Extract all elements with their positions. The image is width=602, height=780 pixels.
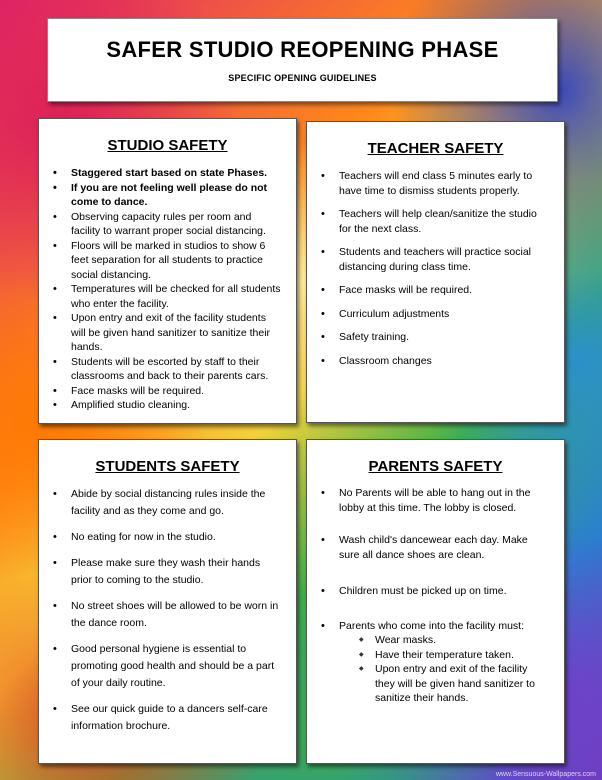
sub-list-item: ◆ Have their temperature taken. — [339, 648, 548, 663]
teacher-safety-card — [306, 121, 565, 423]
teacher-safety-title: TEACHER SAFETY — [367, 140, 504, 157]
list-item: • No Parents will be able to hang out in the lobby at this time. The lobby is closed. — [307, 486, 564, 515]
list-item: • Teachers will end class 5 minutes early to have time to dismiss students properly. — [307, 169, 564, 198]
studio-safety-list — [39, 166, 296, 413]
sub-list-item: ◆ Upon entry and exit of the facility they will be given hand sanitizer to sanitize their hands. — [339, 662, 548, 706]
page-title: SAFER STUDIO REOPENING PHASE — [106, 37, 499, 62]
list-item: • Face masks will be required. — [39, 384, 296, 399]
list-item: • Abide by social distancing rules inside the facility and as they come and go. — [39, 486, 296, 520]
list-item: • Good personal hygiene is essential to promoting good health and should be a part of your daily routine. — [39, 641, 296, 692]
studio-safety-card — [38, 118, 297, 424]
parents-sublist — [339, 633, 548, 706]
list-item: • Curriculum adjustments — [307, 307, 564, 322]
parents-safety-card — [306, 439, 565, 764]
list-item: • Face masks will be required. — [307, 283, 564, 298]
studio-safety-title: STUDIO SAFETY — [107, 137, 228, 154]
list-item: • See our quick guide to a dancers self-care information brochure. — [39, 701, 296, 735]
list-item: • No eating for now in the studio. — [39, 529, 296, 546]
parents-safety-title: PARENTS SAFETY — [368, 458, 503, 475]
list-item: • Observing capacity rules per room and facility to warrant proper social distancing. — [39, 210, 296, 239]
sub-list-item: ◆ Wear masks. — [339, 633, 548, 648]
header-box — [47, 18, 558, 102]
list-item: • Upon entry and exit of the facility students will be given hand sanitizer to sanitize their hands. — [39, 311, 296, 355]
list-item: • Amplified studio cleaning. — [39, 398, 296, 413]
students-safety-list — [39, 486, 296, 735]
students-safety-card — [38, 439, 297, 764]
list-item: • Students and teachers will practice social distancing during class time. — [307, 245, 564, 274]
list-item: • Safety training. — [307, 330, 564, 345]
list-item: • If you are not feeling well please do not come to dance. — [39, 181, 296, 210]
list-item-text: Parents who come into the facility must: — [339, 619, 524, 632]
list-item: • Classroom changes — [307, 354, 564, 369]
list-item: • Floors will be marked in studios to show 6 feet separation for all students to practice social distancing. — [39, 239, 296, 283]
list-item: • Please make sure they wash their hands prior to coming to the studio. — [39, 555, 296, 589]
parents-safety-list — [307, 486, 564, 706]
list-item: • Staggered start based on state Phases. — [39, 166, 296, 181]
page-subtitle: SPECIFIC OPENING GUIDELINES — [228, 73, 377, 83]
list-item: • Wash child's dancewear each day. Make sure all dance shoes are clean. — [307, 533, 564, 562]
list-item: • Students will be escorted by staff to their classrooms and back to their parents cars. — [39, 355, 296, 384]
students-safety-title: STUDENTS SAFETY — [95, 458, 240, 475]
list-item: • Teachers will help clean/sanitize the studio for the next class. — [307, 207, 564, 236]
list-item: • Children must be picked up on time. — [307, 584, 564, 599]
teacher-safety-list — [307, 169, 564, 368]
watermark-text: www.Sensuous-Wallpapers.com — [495, 771, 596, 778]
list-item: • No street shoes will be allowed to be worn in the dance room. — [39, 598, 296, 632]
list-item: • Temperatures will be checked for all students who enter the facility. — [39, 282, 296, 311]
list-item — [307, 619, 564, 706]
